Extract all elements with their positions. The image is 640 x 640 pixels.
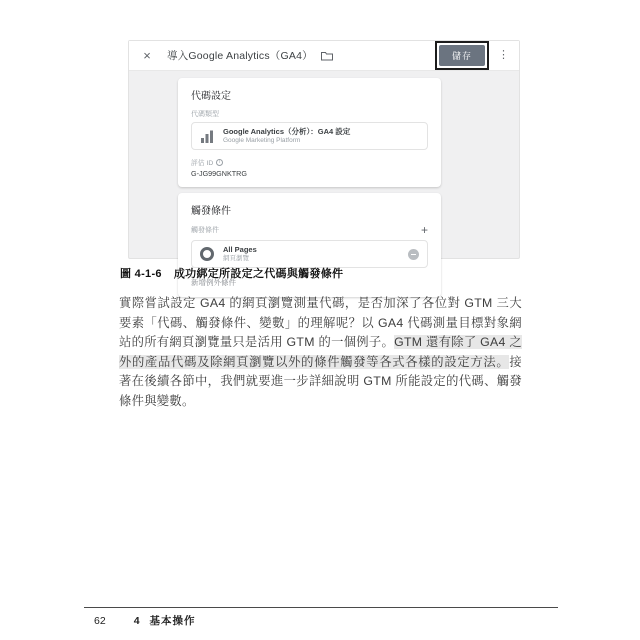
remove-trigger-icon[interactable] (408, 249, 419, 260)
paragraph-pre: 實際嘗試設定 GA4 的網頁瀏覽測量代碼，是否加深了各位對 GTM 三大要素「代碼、觸發條件、變數」的理解呢？以 GA4 代碼測量目標對象網站的所有網頁瀏覽量只是活用 GTM 的一個例子。 (119, 296, 522, 350)
trigger-sub-row (191, 224, 428, 236)
chapter-number: 4 (133, 615, 140, 627)
trigger-sub-label: 觸發條件 (191, 227, 219, 235)
tag-type-row[interactable] (191, 122, 428, 150)
tag-editor-title: 導入Google Analytics（GA4） (167, 50, 313, 62)
save-button[interactable]: 儲存 (439, 45, 485, 66)
kebab-menu-icon[interactable]: ⋮ (498, 49, 509, 61)
measurement-id-label (191, 157, 428, 167)
pageview-trigger-icon (200, 247, 214, 261)
measurement-id-value: G-JG99GNKTRG (191, 169, 247, 179)
save-annotation-outline (435, 41, 489, 70)
tag-type-texts (223, 127, 419, 145)
info-icon[interactable]: i (216, 159, 223, 166)
footer (94, 613, 196, 628)
gtm-top-bar (129, 41, 519, 71)
measurement-id-label-text: 評估 ID (191, 160, 214, 168)
figure-caption (120, 265, 343, 281)
bar-chart-icon (200, 130, 214, 143)
tag-type-platform: Google Marketing Platform (223, 136, 301, 144)
page-number: 62 (94, 615, 106, 627)
trigger-texts (223, 245, 408, 263)
trigger-name: All Pages (223, 245, 257, 255)
chapter-title: 基本操作 (149, 615, 196, 627)
figure-title: 成功綁定所設定之代碼與觸發條件 (173, 268, 344, 280)
body-paragraph (119, 294, 522, 412)
close-icon[interactable]: × (143, 48, 151, 63)
footer-rule (84, 607, 558, 608)
folder-icon[interactable] (321, 51, 333, 61)
add-trigger-icon[interactable]: + (420, 223, 428, 238)
tag-type-name: Google Analytics（分析）：GA4 設定 (223, 127, 351, 136)
trigger-type: 網頁瀏覽 (223, 254, 249, 262)
tag-config-heading: 代碼設定 (191, 91, 231, 102)
paragraph-post: 接著在後續各節中，我們就要進一步詳細說明 GTM 所能設定的代碼、觸發條件與變數。 (119, 354, 522, 408)
figure-number: 圖 4-1-6 (120, 268, 162, 280)
tag-type-label: 代碼類型 (191, 111, 219, 118)
trigger-card (178, 193, 441, 297)
paragraph-highlight: GTM 還有除了 GA4 之外的產品代碼及除網頁瀏覽以外的條件觸發等各式各樣的設定方法。 (119, 335, 523, 369)
tag-configuration-card (178, 78, 441, 187)
add-exception-link[interactable]: 新增例外條件 (191, 278, 236, 288)
trigger-heading: 觸發條件 (191, 206, 231, 218)
gtm-editor-body (129, 71, 519, 297)
